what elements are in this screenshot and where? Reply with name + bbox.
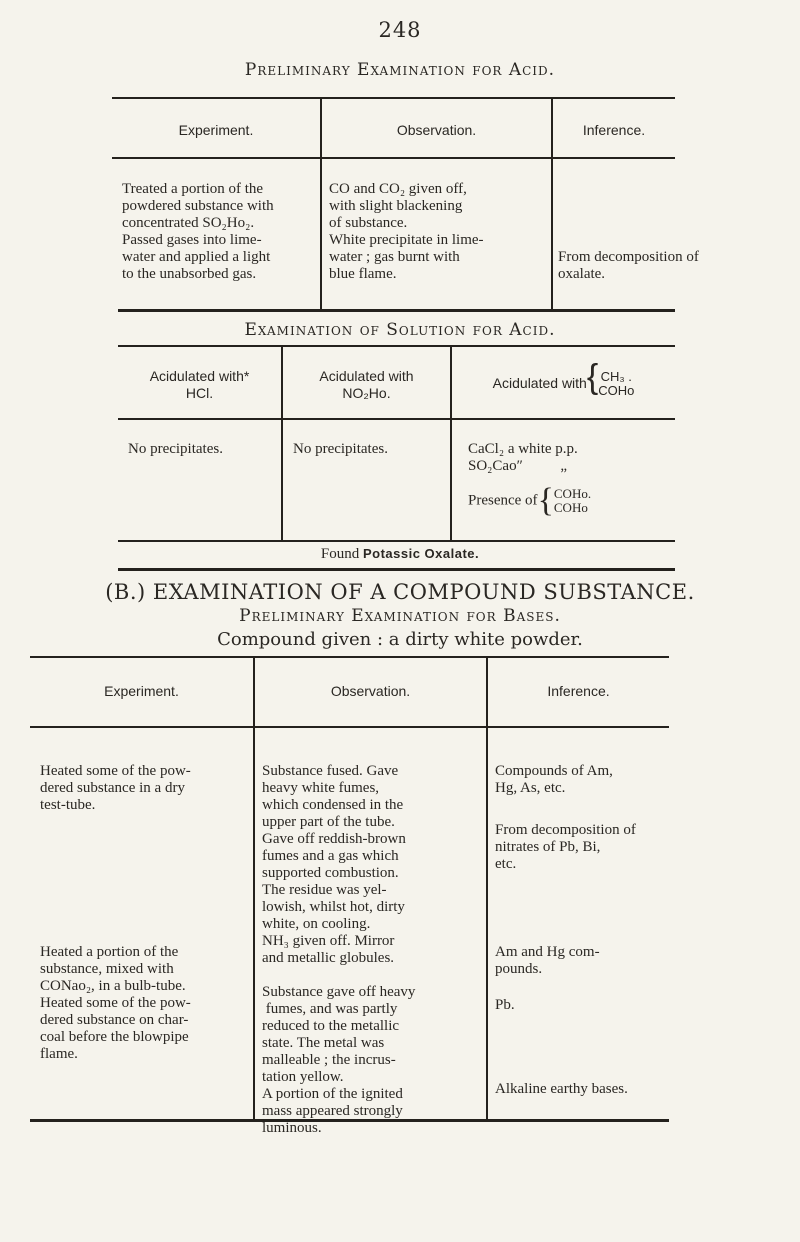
table-rule: [30, 726, 669, 728]
presence-prefix: Presence of: [468, 492, 538, 509]
table-rule: [118, 418, 675, 420]
acetic-result: CaCl₂ a white p.p. SO₂Cao″ „: [468, 441, 578, 474]
brace-glyph: {: [586, 358, 599, 396]
column-header-inference: Inference.: [547, 683, 610, 699]
formula-line: COHo: [598, 383, 635, 399]
inference-text: From decomposition of nitrates of Pb, Bi, etc.: [495, 822, 636, 872]
observation-text: Substance fused. Gave heavy white fumes, which condensed in the upper part of the tube. Gave off reddish-brown fumes and a gas which supported combustion. The residue was yel- lowish, whilst hot, dirty white, on cooling. NH₃ given off. Mirror and metallic globules. Substance gave off heavy fumes, and was partly reduced to the metallic state. The metal was malleable ; the incrus- tation yellow. A portion of the ignited mass appeared strongly luminous.: [262, 763, 416, 1136]
found-value: Potassic Oxalate.: [362, 546, 480, 561]
acetic-header-prefix: Acidulated with: [492, 375, 587, 391]
acid-section-heading: Preliminary Examination for Acid.: [244, 60, 556, 80]
compound-title: (B.) EXAMINATION OF A COMPOUND SUBSTANCE.: [105, 580, 695, 604]
presence-formula: [554, 487, 591, 515]
nitric-header: Acidulated with NO₂Ho.: [319, 368, 414, 401]
inference-text: Alkaline earthy bases.: [495, 1081, 628, 1097]
inference-text: Am and Hg com- pounds.: [495, 944, 600, 977]
observation-text: CO and CO₂ given off, with slight blackening of substance. White precipitate in lime- water ; gas burnt with blue flame.: [329, 181, 484, 282]
table-rule: [118, 540, 675, 542]
column-header-observation: Observation.: [330, 683, 411, 699]
experiment-text: Heated a portion of the substance, mixed with CONao₂, in a bulb-tube. Heated some of the pow- dered substance on char- coal before the blowpipe flame.: [40, 944, 191, 1062]
table-rule: [118, 345, 675, 347]
table-rule: [112, 157, 675, 159]
compound-description: Compound given : a dirty white powder.: [217, 629, 583, 650]
column-header-observation: Observation.: [396, 122, 477, 138]
inference-text: Compounds of Am, Hg, As, etc.: [495, 763, 613, 796]
formula-line: COHo: [553, 500, 588, 515]
experiment-text: Heated some of the pow- dered substance in a dry test-tube.: [40, 763, 191, 813]
solution-section-heading: Examination of Solution for Acid.: [244, 320, 556, 340]
found-prefix: Found: [320, 546, 360, 562]
inference-text: From decomposition of oxalate.: [558, 249, 699, 282]
column-header-experiment: Experiment.: [104, 683, 179, 699]
hcl-result: No precipitates.: [128, 441, 223, 457]
acetic-formula: [598, 370, 634, 398]
table-rule: [30, 656, 669, 658]
column-header-experiment: Experiment.: [178, 122, 254, 138]
formula-line: CH₃ .: [600, 369, 632, 385]
hcl-header: Acidulated with* HCl.: [149, 368, 250, 401]
inference-text: Pb.: [495, 997, 515, 1013]
column-divider: [253, 657, 255, 1119]
column-header-inference: Inference.: [582, 122, 646, 138]
found-result: [0, 546, 800, 563]
formula-line: COHo.: [553, 486, 592, 501]
acetic-header: [452, 360, 675, 398]
experiment-text: Treated a portion of the powdered substance with concentrated SO₂Ho₂. Passed gases into lime- water and applied a light to the unabsorbed gas.: [122, 181, 274, 282]
column-divider: [486, 657, 488, 1119]
brace-glyph: {: [537, 482, 554, 519]
table-rule: [112, 97, 675, 99]
table-rule: [118, 309, 675, 312]
page-number: 248: [378, 18, 422, 42]
compound-subtitle: Preliminary Examination for Bases.: [239, 606, 561, 626]
presence-line: [468, 484, 591, 518]
table-rule: [118, 568, 675, 571]
nitric-result: No precipitates.: [293, 441, 388, 457]
